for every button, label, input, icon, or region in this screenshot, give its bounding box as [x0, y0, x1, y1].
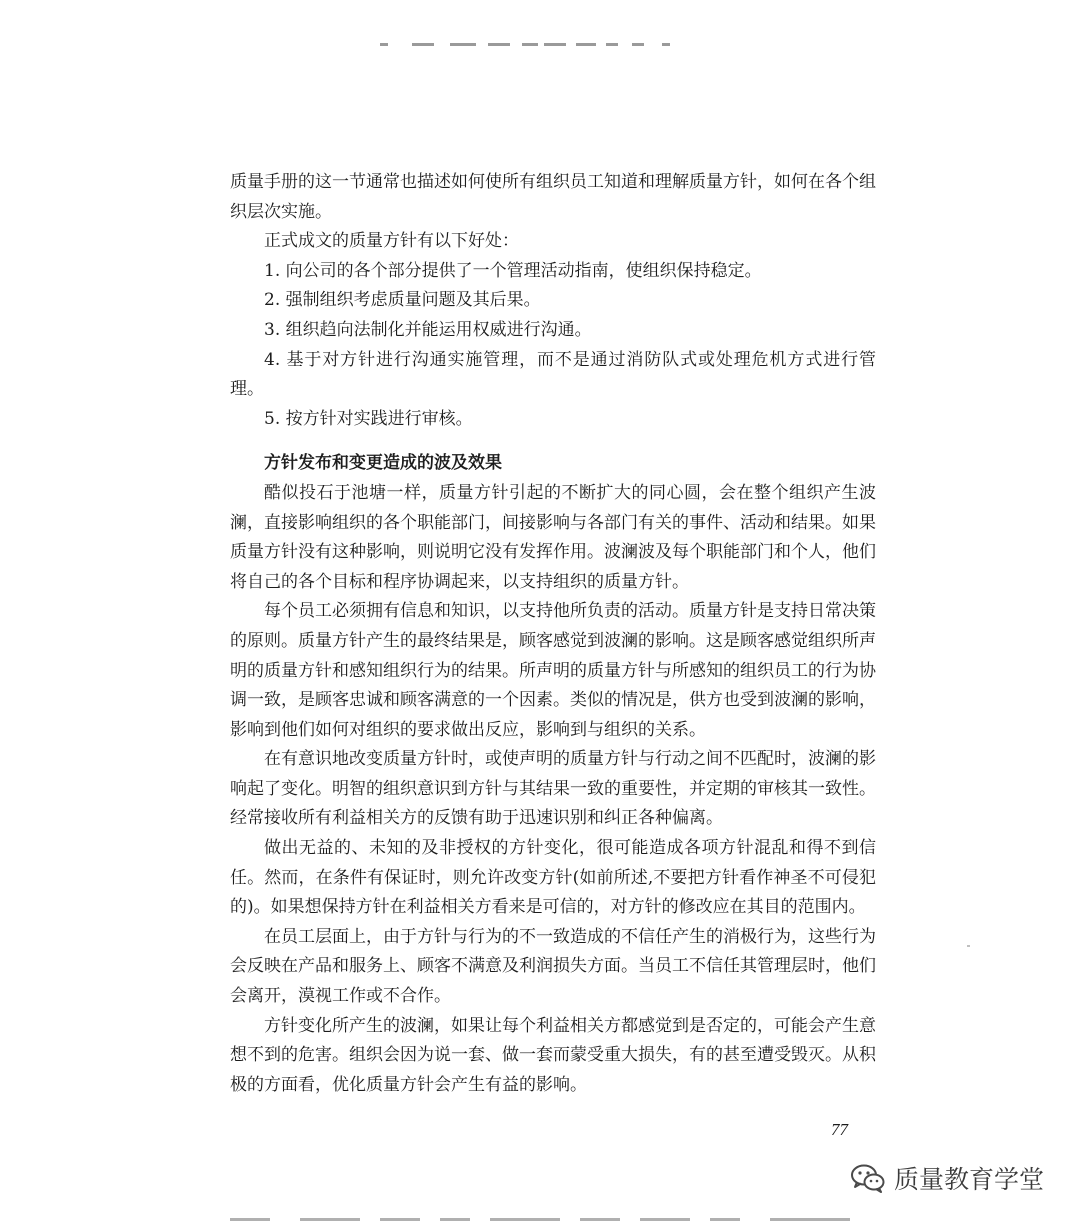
benefit-item-1: 1. 向公司的各个部分提供了一个管理活动指南，使组织保持稳定。 [264, 260, 762, 281]
section-paragraph-2: 每个员工必须拥有信息和知识，以支持他所负责的活动。质量方针是支持日常决策的原则。质量方针产生的最终结果是，顾客感觉到波澜的影响。这是顾客感觉组织所声明的质量方针和感知组织行为的结果。所声明的质量方针与所感知的组织员工的行为协调一致，是顾客忠诚和顾客满意的一个因素。类似的情况是，供方也受到波澜的影响，影响到他们如何对组织的要求做出反应，影响到与组织的关系。 [230, 601, 876, 740]
section-paragraph-6: 方针变化所产生的波澜，如果让每个利益相关方都感觉到是否定的，可能会产生意想不到的危害。组织会因为说一套、做一套而蒙受重大损失，有的甚至遭受毁灭。从积极的方面看，优化质量方针会产生有益的影响。 [230, 1015, 876, 1095]
benefit-item-2: 2. 强制组织考虑质量问题及其后果。 [264, 290, 541, 311]
section-paragraph-3: 在有意识地改变质量方针时，或使声明的质量方针与行动之间不匹配时，波澜的影响起了变化。明智的组织意识到方针与其结果一致的重要性，并定期的审核其一致性。经常接收所有利益相关方的反馈有助于迅速识别和纠正各种偏离。 [230, 749, 876, 829]
benefit-item-5: 5. 按方针对实践进行审核。 [264, 408, 473, 429]
section-paragraph-4: 做出无益的、未知的及非授权的方针变化，很可能造成各项方针混乱和得不到信任。然而，在条件有保证时，则允许改变方针(如前所述,不要把方针看作神圣不可侵犯的)。如果想保持方针在利益相关方看来是可信的，对方针的修改应在其目的范围内。 [230, 838, 876, 918]
section-paragraph-1: 酷似投石于池塘一样，质量方针引起的不断扩大的同心圆，会在整个组织产生波澜，直接影响组织的各个职能部门，间接影响与各部门有关的事件、活动和结果。如果质量方针没有这种影响，则说明它没有发挥作用。波澜波及每个职能部门和个人，他们将自己的各个目标和程序协调起来，以支持组织的质量方针。 [230, 482, 876, 592]
scan-speck [967, 945, 970, 947]
section-paragraph-5: 在员工层面上，由于方针与行为的不一致造成的不信任产生的消极行为，这些行为会反映在产品和服务上、顾客不满意及利润损失方面。当员工不信任其管理层时，他们会离开，漠视工作或不合作。 [230, 926, 876, 1007]
header-scan-marks [370, 40, 680, 48]
watermark [850, 1160, 1044, 1196]
intro-paragraph: 质量手册的这一节通常也描述如何使所有组织员工知道和理解质量方针，如何在各个组织层次实施。 [230, 172, 876, 222]
page-number: 77 [831, 1120, 848, 1139]
section-heading: 方针发布和变更造成的波及效果 [264, 453, 502, 474]
benefit-item-3: 3. 组织趋向法制化并能运用权威进行沟通。 [264, 319, 592, 340]
footer-scan-marks [230, 1216, 880, 1222]
wechat-icon [850, 1163, 886, 1193]
benefits-intro: 正式成文的质量方针有以下好处： [264, 231, 519, 252]
benefit-item-4: 4. 基于对方针进行沟通实施管理，而不是通过消防队式或处理危机方式进行管理。 [230, 349, 876, 400]
page-body [230, 168, 876, 1100]
watermark-text: 质量教育学堂 [893, 1165, 1044, 1194]
